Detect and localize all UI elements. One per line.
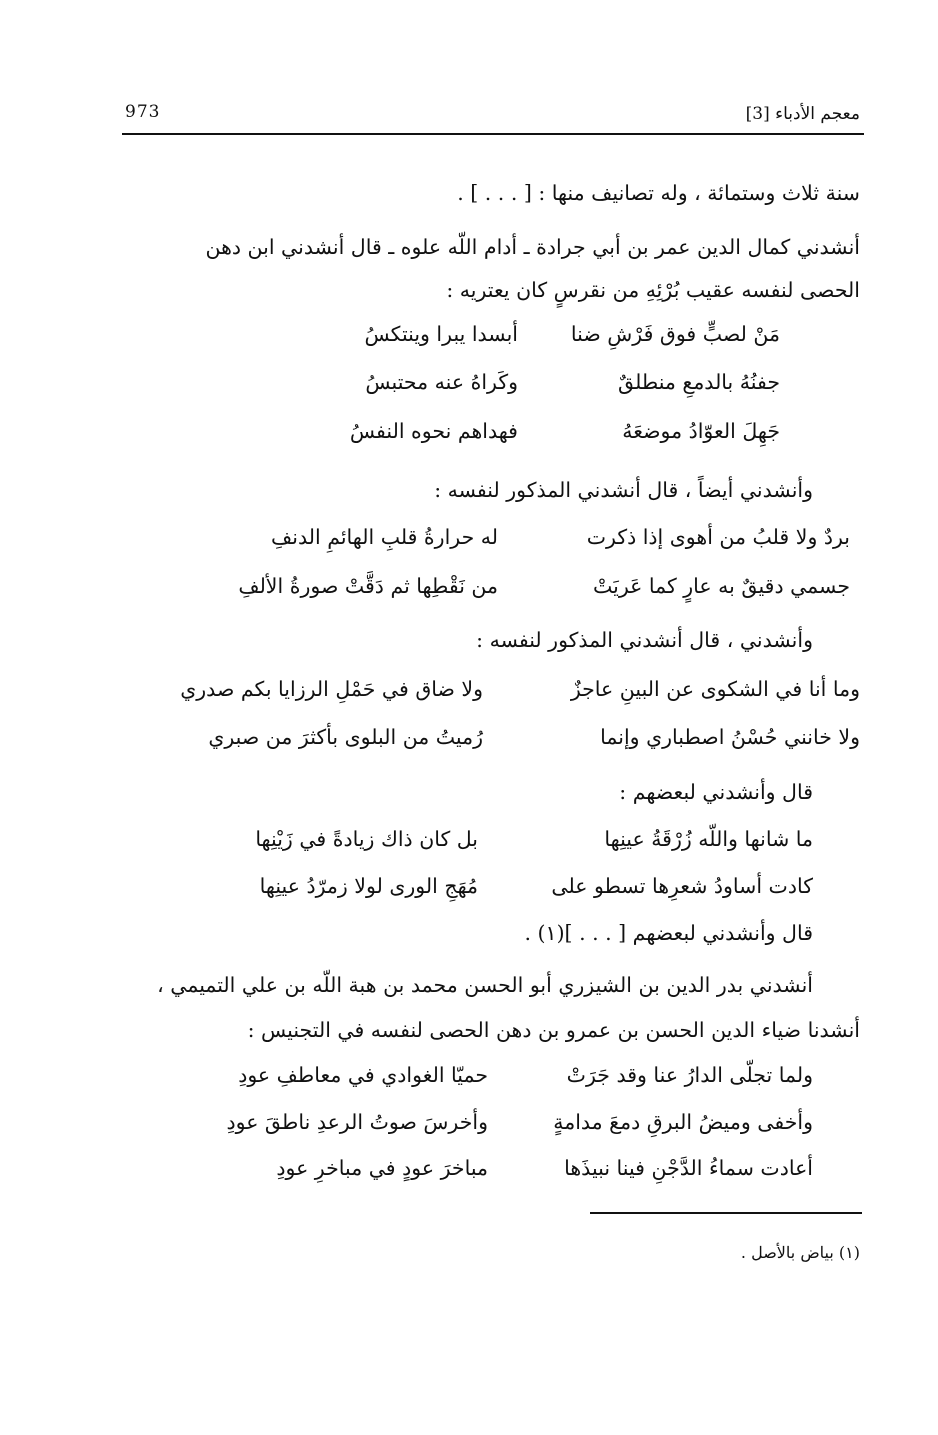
paragraph-2-line-1: أنشدني كمال الدين عمر بن أبي جرادة ـ أدام اللّه علوه ـ قال أنشدني ابن دهن xyxy=(205,235,860,259)
poem-2-hemistich-left: له حرارةُ قلبِ الهائمِ الدنفِ xyxy=(271,525,498,549)
paragraph-1: سنة ثلاث وستمائة ، وله تصانيف منها : [ . . . ] . xyxy=(457,181,860,205)
poem-1-hemistich-left: أبسدا يبرا وينتكسُ xyxy=(364,322,518,346)
paragraph-6-line-2: أنشدنا ضياء الدين الحسن بن عمرو بن دهن الحصى لنفسه في التجنيس : xyxy=(247,1018,860,1042)
poem-1-hemistich-right: جفنُهُ بالدمعِ منطلقٌ xyxy=(618,370,780,394)
poem-6-hemistich-left: مباخرَ عودٍ في مباخرِ عودِ xyxy=(276,1156,488,1180)
poem-6-hemistich-right: أعادت سماءُ الدَّجْنِ فينا نبيذَها xyxy=(564,1156,813,1180)
footnote: (١) بياض بالأصل . xyxy=(740,1243,860,1262)
poem-1-hemistich-right: جَهِلَ العوّادُ موضعَهُ xyxy=(622,419,780,443)
poem-2-hemistich-right: جسمي دقيقٌ به عارٍ كما عَريَتْ xyxy=(592,574,850,598)
poem-3-hemistich-right: وما أنا في الشكوى عن البينِ عاجزٌ xyxy=(570,677,860,701)
poem-4-hemistich-right: ما شانها واللّه زُرْقَةُ عينِها xyxy=(604,827,813,851)
poem-4-hemistich-left: بل كان ذاك زيادةً في زَيْنِها xyxy=(255,827,478,851)
poem-6-hemistich-right: وأخفى وميضُ البرقِ دمعَ مدامةٍ xyxy=(553,1110,813,1134)
poem-1-hemistich-right: مَنْ لصبٍّ فوق فَرْشِ ضنا xyxy=(570,322,780,346)
intro-3: وأنشدني ، قال أنشدني المذكور لنفسه : xyxy=(476,628,813,652)
intro-5: قال وأنشدني لبعضهم [ . . . ](١) . xyxy=(524,921,813,945)
poem-3-hemistich-left: رُميتُ من البلوى بأكثرَ من صبري xyxy=(208,725,483,749)
intro-4: قال وأنشدني لبعضهم : xyxy=(619,780,813,804)
header-rule xyxy=(122,133,864,135)
poem-6-hemistich-right: ولما تجلّى الدارُ عنا وقد جَرَتْ xyxy=(566,1063,813,1087)
intro-2: وأنشدني أيضاً ، قال أنشدني المذكور لنفسه : xyxy=(434,478,813,502)
poem-3-hemistich-left: ولا ضاق في حَمْلِ الرزايا بكم صدري xyxy=(180,677,483,701)
paragraph-6-line-1: أنشدني بدر الدين بن الشيزري أبو الحسن محمد بن هبة اللّه بن علي التميمي ، xyxy=(157,973,813,997)
poem-6-hemistich-left: وأخرسَ صوتُ الرعدِ ناطقَ عودِ xyxy=(226,1110,488,1134)
poem-2-hemistich-right: بردٌ ولا قلبُ من أهوى إذا ذكرت xyxy=(586,525,850,549)
poem-4-hemistich-right: كادت أساودُ شعرِها تسطو على xyxy=(551,874,813,898)
poem-6-hemistich-left: حميّا الغوادي في معاطفِ عودِ xyxy=(238,1063,488,1087)
poem-1-hemistich-left: وكَراهُ عنه محتبسُ xyxy=(365,370,518,394)
page-number: 973 xyxy=(125,102,161,122)
poem-1-hemistich-left: فهداهم نحوه النفسُ xyxy=(349,419,518,443)
poem-2-hemistich-left: من نَقْطِها ثم دَقَّتْ صورةُ الألفِ xyxy=(238,574,498,598)
paragraph-2-line-2: الحصى لنفسه عقيب بُرْئِهِ من نقرسٍ كان يعتريه : xyxy=(446,278,860,302)
footnote-rule xyxy=(590,1212,862,1214)
poem-4-hemistich-left: مُهَجِ الورى لولا زمرّدُ عينِها xyxy=(259,874,478,898)
poem-3-hemistich-right: ولا خانني حُسْنُ اصطباري وإنما xyxy=(600,725,860,749)
running-header-title: معجم الأدباء [3] xyxy=(745,104,860,124)
